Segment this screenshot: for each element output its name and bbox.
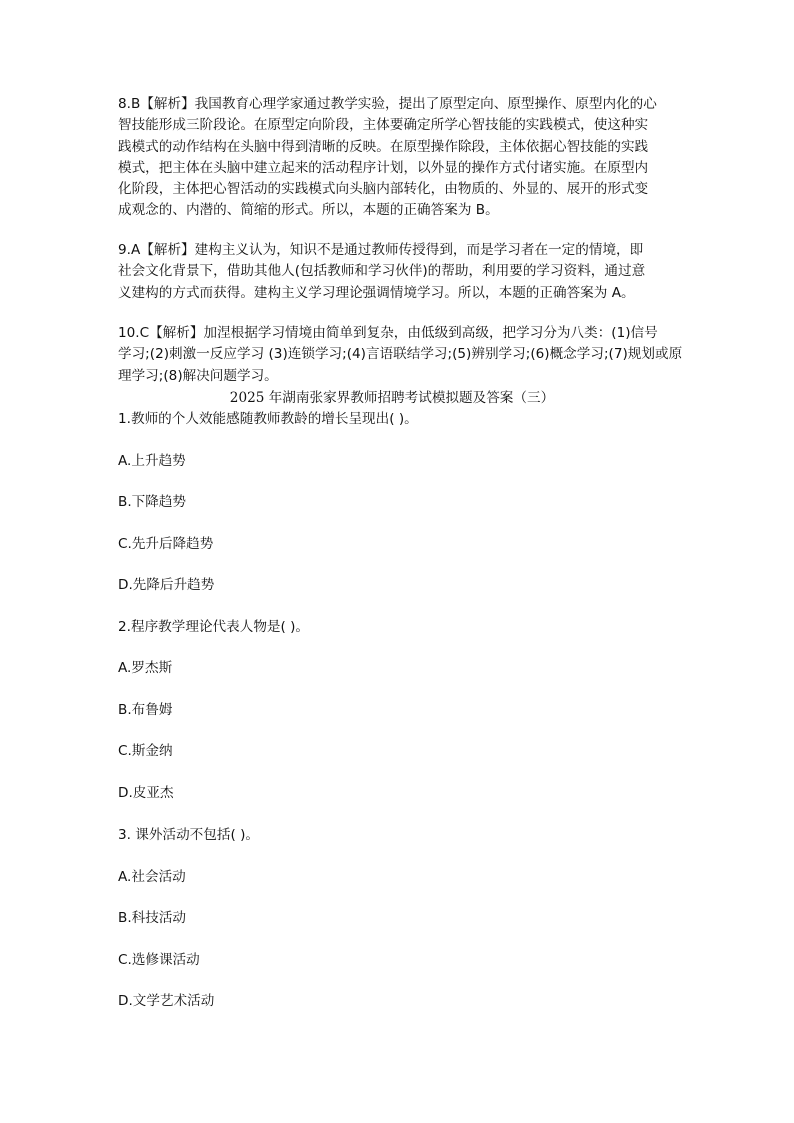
text-line: 社会文化背景下，借助其他人(包括教师和学习伙伴)的帮助，利用要的学习资料，通过意 <box>118 263 646 280</box>
question-2-option-c: C.斯金纳 <box>118 743 173 759</box>
text-line: 10.C【解析】加涅根据学习情境由简单到复杂，由低级到高级，把学习分为八类：(1)信号 <box>118 325 658 341</box>
question-1-stem: 1.教师的个人效能感随教师教龄的增长呈现出( )。 <box>118 411 418 427</box>
question-2-stem: 2.程序教学理论代表人物是( )。 <box>118 619 310 635</box>
text-line: 智技能形成三阶段论。在原型定向阶段，主体要确定所学心智技能的实践模式，使这种实 <box>118 117 649 134</box>
text-line: 学习;(2)刺激一反应学习 (3)连锁学习;(4)言语联结学习;(5)辨别学习;(6)概念学习;(7)规划或原 <box>118 346 683 363</box>
question-1-option-a: A.上升趋势 <box>118 453 186 469</box>
question-2-option-a: A.罗杰斯 <box>118 660 173 676</box>
question-1-option-b: B.下降趋势 <box>118 494 187 510</box>
text-line: 理学习;(8)解决问题学习。 <box>118 367 278 384</box>
question-2-option-b: B.布鲁姆 <box>118 702 173 718</box>
text-line: 模式，把主体在头脑中建立起来的活动程序计划，以外显的操作方式付诸实施。在原型内 <box>118 159 649 176</box>
question-2-option-d: D.皮亚杰 <box>118 785 174 801</box>
question-3-option-d: D.文学艺术活动 <box>118 993 215 1009</box>
question-3-option-b: B.科技活动 <box>118 910 187 926</box>
text-line: 8.B【解析】我国教育心理学家通过教学实验，提出了原型定向、原型操作、原型内化的心 <box>118 96 657 112</box>
answer-explanation-9 <box>118 240 708 304</box>
question-3-option-a: A.社会活动 <box>118 869 186 885</box>
section-title: 2025 年湖南张家界教师招聘考试模拟题及答案（三） <box>229 390 555 406</box>
answer-explanation-10 <box>118 323 708 387</box>
question-3-option-c: C.选修课活动 <box>118 952 200 968</box>
text-line: 践模式的动作结构在头脑中得到清晰的反映。在原型操作除段，主体依据心智技能的实践 <box>118 138 649 155</box>
answer-explanation-8 <box>118 94 708 222</box>
question-1-option-d: D.先降后升趋势 <box>118 577 215 593</box>
text-line: 9.A【解析】建构主义认为，知识不是通过教师传授得到，而是学习者在一定的情境，即 <box>118 242 644 258</box>
text-line: 义建构的方式而获得。建构主义学习理论强调情境学习。所以，本题的正确答案为 A。 <box>118 284 635 301</box>
text-line: 成观念的、内潜的、简缩的形式。所以，本题的正确答案为 B。 <box>118 202 499 219</box>
question-3-stem: 3. 课外活动不包括( )。 <box>118 827 259 843</box>
question-1-option-c: C.先升后降趋势 <box>118 536 214 552</box>
text-line: 化阶段，主体把心智活动的实践模式向头脑内部转化，由物质的、外显的、展开的形式变 <box>118 181 649 198</box>
